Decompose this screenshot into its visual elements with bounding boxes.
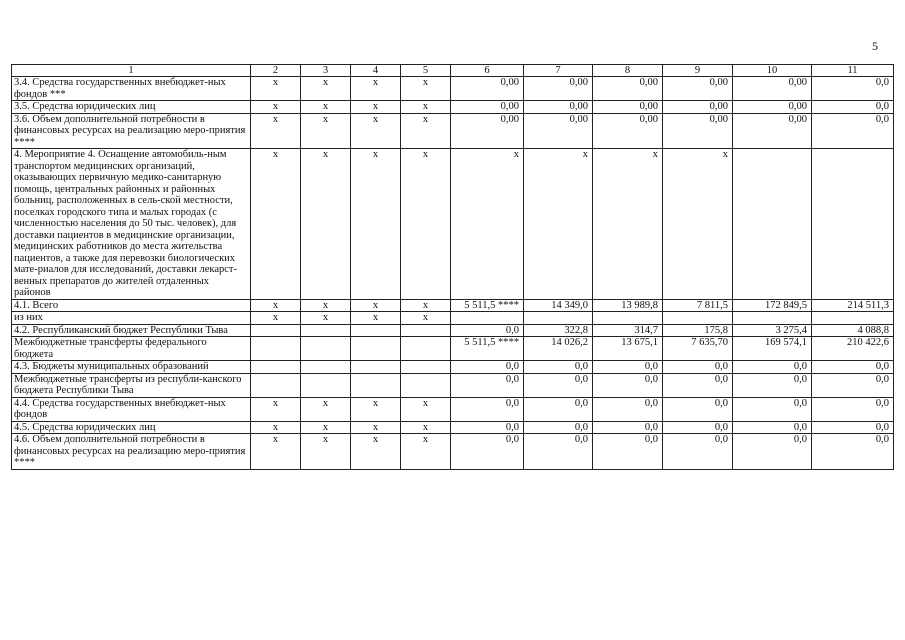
- table-cell: 0,00: [663, 77, 733, 101]
- row-label: 3.5. Средства юридических лиц: [12, 101, 251, 114]
- table-cell: 0,00: [524, 101, 593, 114]
- table-cell: 0,0: [663, 397, 733, 421]
- table-cell: 0,0: [733, 373, 812, 397]
- table-cell: х: [251, 434, 301, 470]
- table-cell: 0,00: [524, 77, 593, 101]
- table-cell: 0,0: [733, 434, 812, 470]
- table-cell: 169 574,1: [733, 337, 812, 361]
- table-cell: х: [301, 434, 351, 470]
- table-cell: 0,00: [593, 101, 663, 114]
- table-cell: х: [301, 77, 351, 101]
- table-cell: 0,0: [812, 421, 894, 434]
- table-cell: х: [401, 101, 451, 114]
- row-label: 4.2. Республиканский бюджет Республики Тыва: [12, 324, 251, 337]
- table-cell: 0,0: [812, 397, 894, 421]
- column-header: 4: [351, 65, 401, 77]
- table-cell: 0,0: [663, 373, 733, 397]
- table-row: [12, 101, 894, 114]
- table-cell: х: [351, 434, 401, 470]
- table-cell: 214 511,3: [812, 299, 894, 312]
- budget-table: [11, 64, 894, 470]
- table-cell: [733, 312, 812, 325]
- table-cell: 0,00: [593, 77, 663, 101]
- table-cell: х: [451, 149, 524, 300]
- table-cell: 5 511,5 ****: [451, 337, 524, 361]
- row-label: 4.6. Объем дополнительной потребности в финансовых ресурсах на реализацию меро-приятия ****: [12, 434, 251, 470]
- table-cell: х: [351, 397, 401, 421]
- table-cell: х: [351, 149, 401, 300]
- table-cell: 0,0: [812, 361, 894, 374]
- table-cell: [812, 149, 894, 300]
- table-cell: 172 849,5: [733, 299, 812, 312]
- table-cell: 0,0: [593, 434, 663, 470]
- table-cell: х: [351, 113, 401, 149]
- table-cell: 0,00: [524, 113, 593, 149]
- column-header: 2: [251, 65, 301, 77]
- row-label: 4.3. Бюджеты муниципальных образований: [12, 361, 251, 374]
- table-cell: х: [301, 149, 351, 300]
- table-cell: [451, 312, 524, 325]
- table-cell: 5 511,5 ****: [451, 299, 524, 312]
- table-cell: 0,0: [812, 373, 894, 397]
- table-row: [12, 149, 894, 300]
- table-cell: х: [351, 299, 401, 312]
- table-cell: [251, 373, 301, 397]
- table-cell: 0,00: [451, 101, 524, 114]
- table-row: [12, 299, 894, 312]
- table-cell: 3 275,4: [733, 324, 812, 337]
- table-cell: 0,0: [593, 421, 663, 434]
- row-label: из них: [12, 312, 251, 325]
- table-cell: 14 026,2: [524, 337, 593, 361]
- table-cell: 0,0: [733, 397, 812, 421]
- table-cell: х: [301, 101, 351, 114]
- column-header: 1: [12, 65, 251, 77]
- table-cell: х: [301, 299, 351, 312]
- table-cell: [401, 337, 451, 361]
- table-cell: 0,0: [812, 113, 894, 149]
- table-cell: 210 422,6: [812, 337, 894, 361]
- table-cell: [812, 312, 894, 325]
- row-label: 3.4. Средства государственных внебюджет-ных фондов ***: [12, 77, 251, 101]
- table-cell: х: [251, 312, 301, 325]
- table-cell: 0,00: [593, 113, 663, 149]
- table-row: [12, 361, 894, 374]
- table-cell: 0,00: [451, 77, 524, 101]
- table-cell: х: [524, 149, 593, 300]
- table-row: [12, 113, 894, 149]
- row-label: Межбюджетные трансферты из республи-канского бюджета Республики Тыва: [12, 373, 251, 397]
- column-header: 10: [733, 65, 812, 77]
- table-cell: [401, 361, 451, 374]
- table-cell: х: [401, 299, 451, 312]
- row-label: 4.1. Всего: [12, 299, 251, 312]
- row-label: 3.6. Объем дополнительной потребности в финансовых ресурсах на реализацию меро-приятия ****: [12, 113, 251, 149]
- table-cell: 0,0: [593, 361, 663, 374]
- table-cell: 13 989,8: [593, 299, 663, 312]
- table-cell: [301, 373, 351, 397]
- table-cell: [251, 361, 301, 374]
- table-cell: [663, 312, 733, 325]
- table-cell: 0,0: [593, 373, 663, 397]
- table-row: [12, 434, 894, 470]
- table-cell: 0,0: [524, 434, 593, 470]
- table-cell: 0,0: [812, 434, 894, 470]
- column-header: 8: [593, 65, 663, 77]
- table-cell: [251, 337, 301, 361]
- table-cell: 7 635,70: [663, 337, 733, 361]
- table-cell: х: [251, 101, 301, 114]
- table-cell: 322,8: [524, 324, 593, 337]
- table-cell: [593, 312, 663, 325]
- table-cell: 314,7: [593, 324, 663, 337]
- table-cell: 0,0: [524, 373, 593, 397]
- table-cell: [351, 373, 401, 397]
- table-cell: 0,00: [733, 77, 812, 101]
- table-cell: 0,00: [451, 113, 524, 149]
- table-cell: 0,0: [663, 434, 733, 470]
- table-cell: 4 088,8: [812, 324, 894, 337]
- table-cell: х: [351, 101, 401, 114]
- column-header: 6: [451, 65, 524, 77]
- row-label: 4.4. Средства государственных внебюджет-ных фондов: [12, 397, 251, 421]
- table-cell: 0,00: [663, 101, 733, 114]
- table-cell: 175,8: [663, 324, 733, 337]
- table-cell: [351, 324, 401, 337]
- column-header: 5: [401, 65, 451, 77]
- column-header: 7: [524, 65, 593, 77]
- table-cell: х: [401, 149, 451, 300]
- table-cell: 0,00: [733, 101, 812, 114]
- table-cell: х: [251, 397, 301, 421]
- table-cell: х: [593, 149, 663, 300]
- table-cell: х: [301, 113, 351, 149]
- row-label: Межбюджетные трансферты федерального бюджета: [12, 337, 251, 361]
- table-cell: [401, 373, 451, 397]
- table-cell: х: [401, 421, 451, 434]
- table-cell: [251, 324, 301, 337]
- table-cell: 7 811,5: [663, 299, 733, 312]
- table-cell: [351, 361, 401, 374]
- column-header: 3: [301, 65, 351, 77]
- table-cell: 0,0: [451, 324, 524, 337]
- table-cell: 0,0: [663, 421, 733, 434]
- table-cell: 0,0: [451, 373, 524, 397]
- table-row: [12, 421, 894, 434]
- column-header: 9: [663, 65, 733, 77]
- table-cell: 0,0: [451, 397, 524, 421]
- table-cell: 0,0: [733, 421, 812, 434]
- row-label: 4.5. Средства юридических лиц: [12, 421, 251, 434]
- table-cell: х: [401, 113, 451, 149]
- table-cell: 0,0: [451, 434, 524, 470]
- table-cell: х: [251, 299, 301, 312]
- table-cell: 0,0: [812, 77, 894, 101]
- table-cell: х: [401, 312, 451, 325]
- table-cell: х: [351, 312, 401, 325]
- table-cell: х: [401, 77, 451, 101]
- row-label: 4. Мероприятие 4. Оснащение автомобиль-ным транспортом медицинских организаций, оказывающих первичную медико-санитарную помощь, центральных районных и районных больниц, расположенных в сель-ской местности, поселках городского типа и малых городах (с численностью населения до 50 тыс. человек), для доставки пациентов в медицинские организации, медицинских работников до места жительства пациентов, а также для перевозки биологических мате-риалов для исследований, доставки лекарст-венных препаратов до жителей отдаленных районов: [12, 149, 251, 300]
- table-row: [12, 77, 894, 101]
- table-cell: х: [351, 77, 401, 101]
- table-cell: х: [251, 149, 301, 300]
- table-cell: 0,00: [663, 113, 733, 149]
- table-cell: х: [301, 421, 351, 434]
- table-cell: х: [301, 397, 351, 421]
- column-header: 11: [812, 65, 894, 77]
- table-row: [12, 312, 894, 325]
- table-cell: х: [351, 421, 401, 434]
- table-cell: х: [401, 397, 451, 421]
- table-row: [12, 397, 894, 421]
- table-cell: х: [301, 312, 351, 325]
- table-cell: 0,0: [451, 361, 524, 374]
- table-row: [12, 373, 894, 397]
- table-row: [12, 337, 894, 361]
- table-cell: х: [251, 77, 301, 101]
- table-cell: [301, 361, 351, 374]
- table-cell: [401, 324, 451, 337]
- table-cell: 14 349,0: [524, 299, 593, 312]
- table-cell: 0,0: [812, 101, 894, 114]
- header-row: [12, 65, 894, 77]
- table-cell: [733, 149, 812, 300]
- table-cell: х: [663, 149, 733, 300]
- table-cell: 0,0: [663, 361, 733, 374]
- table-cell: 0,0: [524, 421, 593, 434]
- table-cell: 0,00: [733, 113, 812, 149]
- table-cell: [301, 337, 351, 361]
- table-cell: 0,0: [593, 397, 663, 421]
- table-cell: х: [401, 434, 451, 470]
- table-cell: [524, 312, 593, 325]
- table-cell: 0,0: [733, 361, 812, 374]
- table-cell: 0,0: [524, 397, 593, 421]
- page-number: 5: [872, 39, 878, 53]
- table-cell: х: [251, 421, 301, 434]
- table-row: [12, 324, 894, 337]
- table-cell: 0,0: [524, 361, 593, 374]
- table-cell: х: [251, 113, 301, 149]
- table-cell: 0,0: [451, 421, 524, 434]
- table-cell: [301, 324, 351, 337]
- table-cell: [351, 337, 401, 361]
- table-cell: 13 675,1: [593, 337, 663, 361]
